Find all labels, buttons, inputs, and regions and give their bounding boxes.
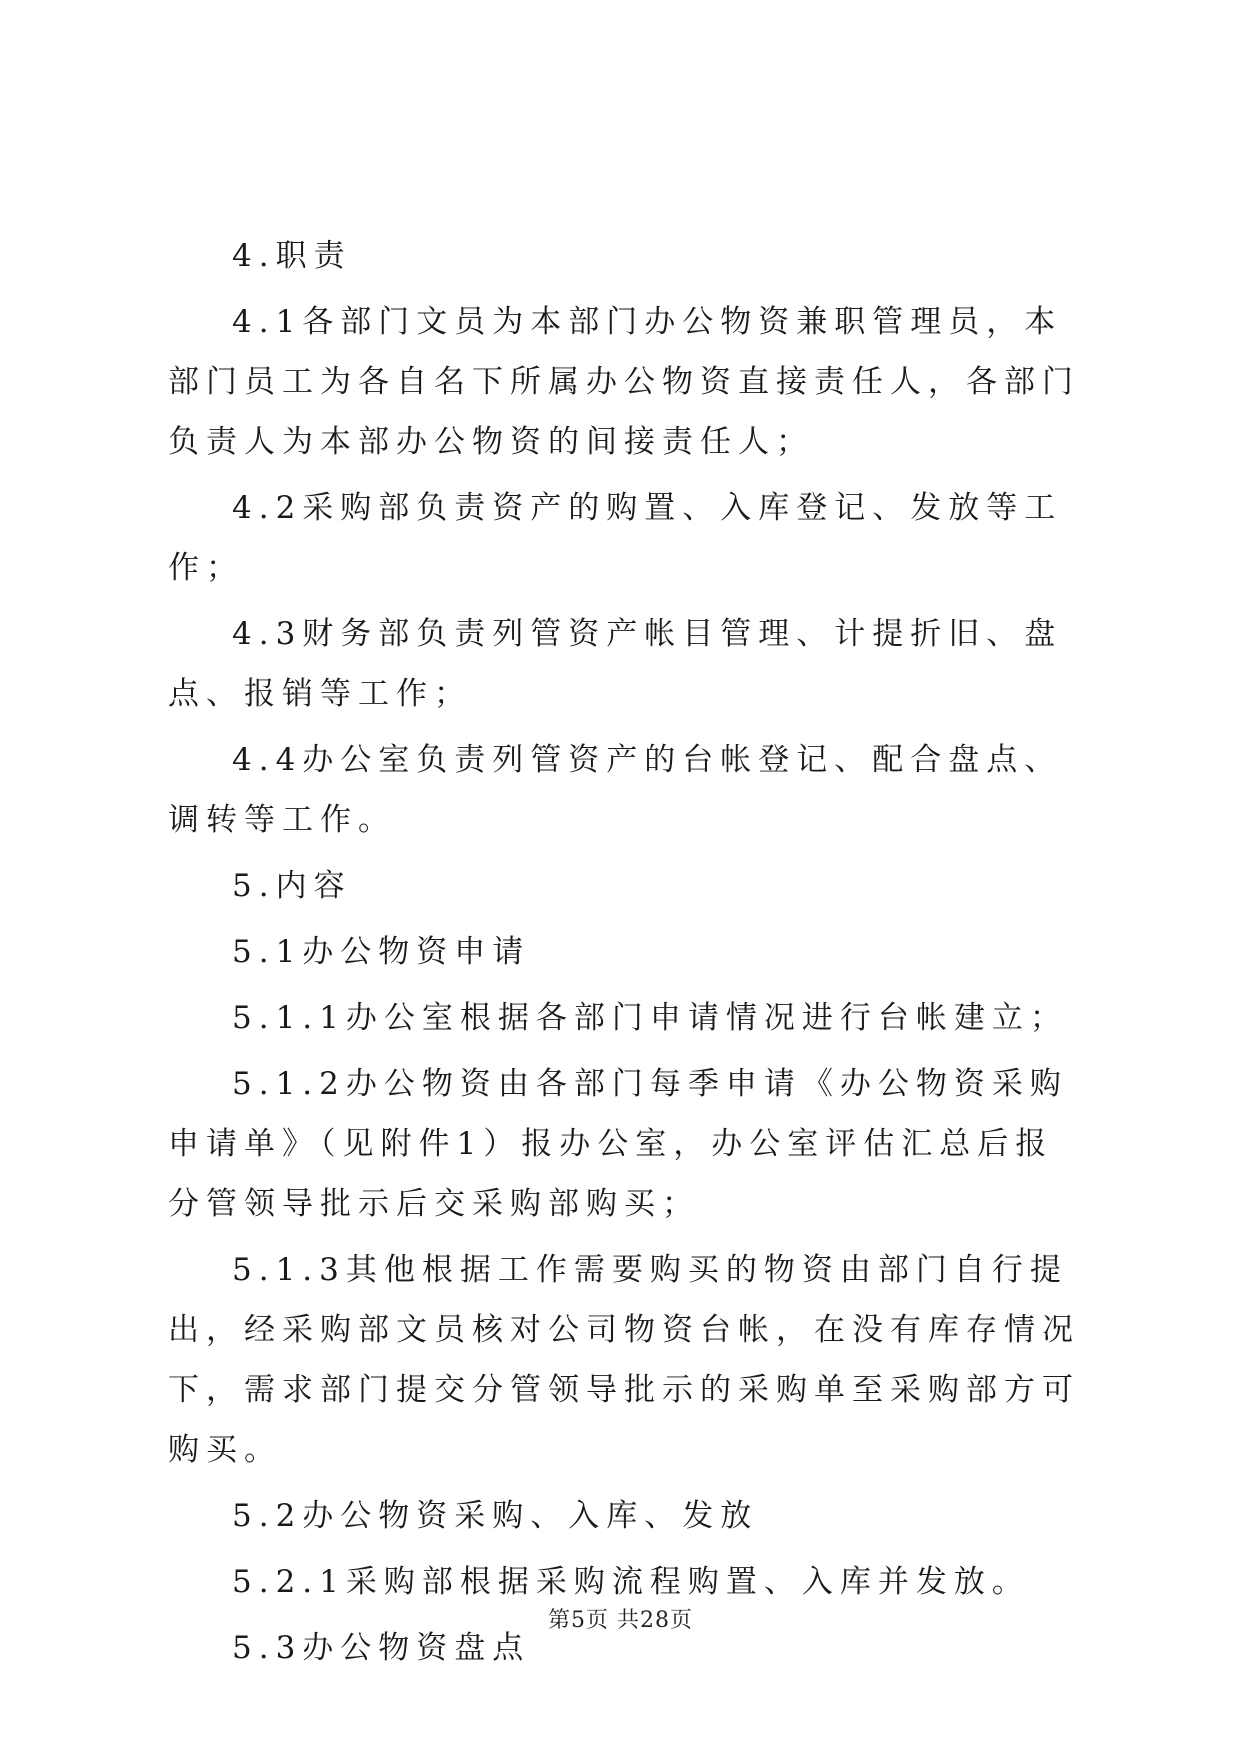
page-footer <box>0 1603 1241 1634</box>
paragraph-5-2-1: 5.2.1采购部根据采购流程购置、入库并发放。 <box>232 1564 1030 1600</box>
paragraph-4-3: 4.3财务部负责列管资产帐目管理、计提折旧、盘点、报销等工作； <box>168 616 1063 712</box>
heading-5-3: 5.3办公物资盘点 <box>232 1630 531 1666</box>
paragraph-4-4: 4.4办公室负责列管资产的台帐登记、配合盘点、调转等工作。 <box>168 742 1063 838</box>
heading-5-2: 5.2办公物资采购、入库、发放 <box>232 1498 759 1534</box>
page-number: 第5页 共28页 <box>548 1608 693 1633</box>
paragraph-4-1: 4.1各部门文员为本部门办公物资兼职管理员，本部门员工为各自名下所属办公物资直接责任人，各部门负责人为本部办公物资的间接责任人； <box>168 304 1080 460</box>
heading-5-1: 5.1办公物资申请 <box>232 934 531 970</box>
document-body <box>168 226 1081 1684</box>
paragraph-5-1-1: 5.1.1办公室根据各部门申请情况进行台帐建立； <box>232 1000 1068 1036</box>
paragraph-5-1-2: 5.1.2办公物资由各部门每季申请《办公物资采购申请单》（见附件1）报办公室，办公室评估汇总后报分管领导批示后交采购部购买； <box>168 1066 1068 1222</box>
paragraph-5-1-3: 5.1.3其他根据工作需要购买的物资由部门自行提出，经采购部文员核对公司物资台帐，在没有库存情况下，需求部门提交分管领导批示的采购单至采购部方可购买。 <box>168 1252 1080 1468</box>
heading-responsibilities: 4.职责 <box>232 238 352 274</box>
paragraph-4-2: 4.2采购部负责资产的购置、入库登记、发放等工作； <box>168 490 1063 586</box>
heading-content: 5.内容 <box>232 868 352 904</box>
